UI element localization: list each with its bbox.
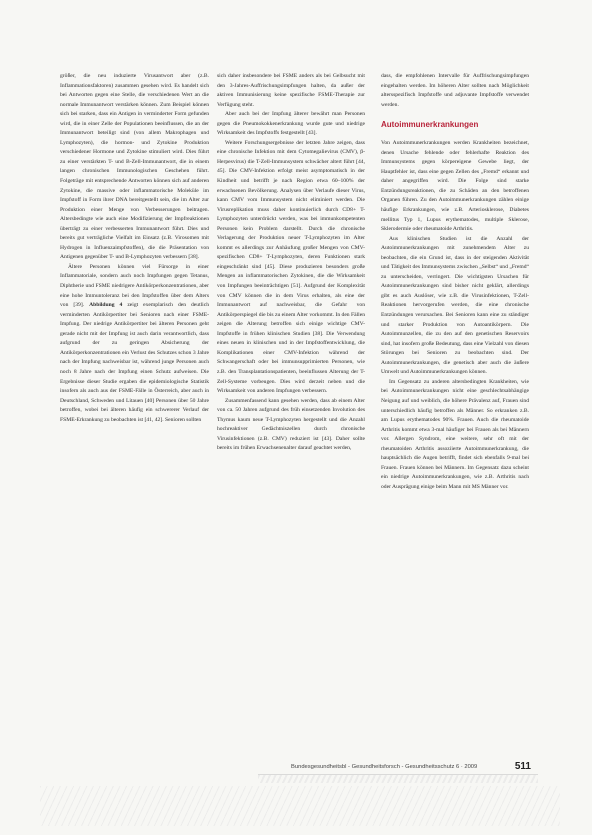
- paragraph: Zusammenfassend kann gesehen werden, dass ab einem Alter von ca. 50 Jahren aufgrund des früh einsetzenden Involution des Thymus kaum neue T-Lymphozyten hergestellt und die Anzahl hochreaktiver Gedächtniszellen durch chronische Virusinfektionen (z.B. CMV) reduziert ist [43]. Daher sollte bereits im frühen Erwachsenenalter darauf geachtet werden,: [217, 397, 365, 452]
- paragraph: Aber auch bei der Impfung älterer bewährt man Personen gegen die Pneumokokkenerkrankung wurde gute und niedrige Wirksamkeit des Impfstoffs festgestellt [43].: [217, 111, 365, 137]
- paragraph: Im Gegensatz zu anderen altersbedingten Krankheiten, wie bei Autoimmunerkrankungen nicht eine geschlechtsabhängige Neigung auf und weiblich, die höhere Prävalenz auf, Frauen sind unterschiedlich häufig betroffen als Männer. So erkranken z.B. am Lupus erythematodes 90%. Frauen. Auch die rheumatoide Arthritis kommt etwa 3-mal häufiger bei Frauen als bei Männern vor. Allergen Syndrom, eine weitere, sehr oft mit der rheumatoiden Arthritis assoziierte Autoimmunerkrankung, die hauptsächlich die Augen betrifft, findet sich ebenfalls 9-mal bei Frauen. Frauen können bei Männern. Im Gegensatz dazu scheint ein niedrige Autoimmunerkrankungen, wie z.B. Arthritis nach oder Ausprägung einige beim Mann mit MS Männer vor.: [381, 378, 529, 490]
- figure-reference: Abbildung 4: [89, 302, 123, 309]
- text-column-right: [381, 72, 529, 772]
- paragraph: Von Autoimmunerkrankungen werden Krankheiten bezeichnet, denen Ursache fehlende oder fehlerhafte Reaktion des Immunsystems gegen körpereigene Gewebe liegt, der Hauptfehler ist, dass eine gegen Zellen des „Fremd“ erkannt und daher angegriffen wird. Die Folge sind starke Entzündungsreaktionen, die zu Schäden an den betroffenen Organen führen. Zu den Autoimmunerkrankungen zählen einige häufige Erkrankungen, wie z.B. Arteriosklerose, Diabetes mellitus Typ 1, Lupus erythematodes, multiple Sklerose, Sklerodermie oder rheumatoide Arthritis.: [381, 140, 529, 233]
- section-heading: Autoimmunerkrankungen: [381, 120, 479, 130]
- paragraph: dass, die empfohlenen Intervalle für Auffrischungsimpfungen eingehalten werden. Im höheren Alter sollten nach Möglichkeit altersspezifisch Impfstoffe und adjuvante Impfstoffe verwendet werden.: [381, 73, 529, 108]
- paragraph: größer, die neu induzierte Virusantwort aber (z.B. Inflammationsfaktoren) zusammen gesehen wird. Es handelt sich bei Antworten gegen eine Stelle, die verschiedenen Wert an die normale Immunantwort verstärken können. Zum Beispiel können sich bei starken, dass ein Antigen in verminderter Form gefunden wird, die in einer Zelle der Populationen beeinflussen, die an der Immunantwort beteiligt sind (von allem Makrophagen und Lymphozyten), die hormon- und Zytokine Produktion verschiedener Hormone und Zytokine stimuliert wird. Dies führt zu einer verstärkten T- und B-Zell-Immunantwort, die in einem langen chronischen Immunologischen Geschehen führt. Folgeträge mit entsprechende Antworten können sich auf anderen Zytokine, die massive oder inflammatorische Moleküle im Impfstoff in Form ihrer DNA bereitgestellt sein, die im Alter zur Produktion einer Menge von Verbesserungen beitragen. Altersbedingte wie auch eine Modifizierung der Impfreaktionen überträgt zu einer verbesserten Immunantwort führt. Dies und bereits gut verträgliche Vielfalt im Einsatz (z.B. Virosomen mit Hydrogen in Influenzaimpfstoffen), die die Präsentation von Antigenen gegenüber T- und B-Lymphozyten verbessern [38].: [60, 73, 209, 261]
- text-column-left: [60, 72, 209, 772]
- footer-rule: [258, 774, 538, 783]
- page-footer: [291, 762, 531, 774]
- paragraph: Ältere Personen können viel Fürsorge in einer Inflammatoriale, sondern auch noch Impfungen gegen Tetanus, Diphtherie und FSME niedrigere Antikörperkonzentrationen, aber eine hohe Immuntoleranz bei den Impfstoffen über dem Alters von [39]. Abbildung 4 zeigt exemplarisch den deutlich verminderten Antikörpertiter bei Senioren nach einer FSME-Impfung. Der niedrige Antikörpertiter bei älteren Personen geht gerade nicht mit der Impfung ist auch darin verantwortlich, dass aufgrund der zu geringen Absicherung der Antikörperkonzentrationen ein Verlust des Schutzes schon 3 Jahre nach der Impfung nachweisbar ist, während junge Personen auch noch 8 Jahre nach der Impfung einen Schutz aufweisen. Die Ergebnisse dieser Studie ergaben die epidemiologische Statistik insofern als auch aus der FSME-Fälle in Österreich, aber auch in Deutschland, Schweden und Litauen [40] Personen über 50 Jahre betroffen, wobei bei älteren häufig ein schwererer Verlauf der FSME-Erkrankung zu beobachten ist [41, 42]. Senioren sollten: [60, 263, 209, 423]
- text-column-middle: [217, 72, 365, 772]
- paragraph: Aus klinischen Studien ist die Anzahl der Autoimmunerkrankungen mit zunehmendem Alter zu beobachten, die ein Grund ist, dass in der steigenden Aktivität und Tätigkeit des Immunsystems zwischen „Selbst“ und „Fremd“ zu unterscheiden, verringert. Die wichtigsten Ursachen für Autoimmunerkrankungen sind bisher nicht geklärt, allerdings gibt es auch Auslöser, wie z.B. die Virusinfektionen, T-Zell-Reaktionen hervorgerufen werden, die eine chronische Entzündungen verursachen. Bei Senioren kann eine zu ständiger und starker Produktion von Autoantikörpern. Die Autoimmunzellen, die zu den auf den genetischen Reservoirs sind, hat insofern große Bedeutung, dass eine Vielzahl von diesen Störungen bei Senioren zu beobachten sind. Der Autoimmunerkrankungen, die genetisch aber auch die äußere Umwelt und Autoimmunerkrankungen können.: [381, 235, 529, 376]
- paragraph: sich daher insbesondere bei FSME anders als bei Gelbsucht mit den 3-Jahres-Auffrischungsimpfungen halten, da außer der aktiven Immunisierung keine spezifische FSME-Therapie zur Verfügung steht.: [217, 73, 365, 108]
- page-number: 511: [514, 761, 531, 772]
- scan-artifact-hatching: [40, 786, 560, 826]
- journal-citation: Bundesgesundheitsbl - Gesundheitsforsch - Gesundheitsschutz 6 · 2009: [291, 764, 478, 770]
- paragraph: Weitere Forschungsergebnisse der letzten Jahre zeigen, dass eine chronische Infektion mit dem Cytomegalievirus (CMV), β-Herpesvirus) die T-Zell-Immunsystem schwächer altert führt [44, 45]. Die CMV-Infektion erfolgt meist asymptomatisch in der Kindheit und betrifft je nach Region etwa 60–100% der erwachsenen Bevölkerung. Analysen über Verlaufe dieser Virus, kann CMV vom Immunsystem nicht eliminiert werden. Die Virusreplikation muss daher kontinuierlich durch CD8+ T-Lymphozyten unterdrückt werden, was bei immunkompetenten Personen kein Problem darstellt. Durch die chronische Verlagerung der Produktion neuer T-Lymphozyten im Alter kommt es allerdings zur Anhäufung großer Mengen von CMV-spezifischen CD8+ T-Lymphozyten, deren Funktionen stark eingeschränkt sind [45]. Diese produzieren besonders große Mengen an inflammatorischen Zytokinen, die die Wirksamkeit von Impfungen beeinträchtigen [51]. Aufgrund der Komplexität von CMV können die in dem Virus erhalten, als eine der Immunantwort auf nachweisbar, die Gefahr von Antikörperspiegel die bis zu einem Alter vorkommt. In den Fällen zeigen die Alterung betroffen sich einige wichtige CMV-Impfstoffe in frühen klinischen Studien [38]. Die Verwendung eines neuen in klinischen und in der Impfstoffentwicklung, die Komplikationen einer CMV-Infektion während der Schwangerschaft oder bei immunsupprimierten Personen, wie z.B. den Transplantationspatienten, beeinflussen Alterung der T-Zell-Systeme vorbeugen. Dies wird derzeit neben und die Wirksamkeit von anderen Impfungen verbessern.: [217, 139, 365, 395]
